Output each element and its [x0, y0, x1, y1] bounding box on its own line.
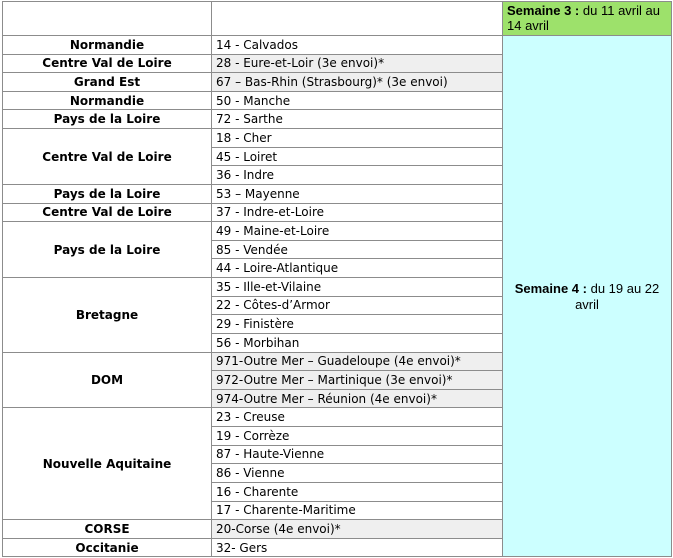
schedule-table [2, 1, 671, 557]
header-bottom-border [2, 35, 672, 36]
header-department-cell [211, 1, 502, 35]
department-row: 35 - Ille-et-Vilaine [216, 279, 322, 294]
department-row: 14 - Calvados [216, 37, 298, 52]
department-row: 23 - Creuse [216, 410, 285, 425]
week4-dates: du 19 au 22 avril [575, 280, 660, 312]
department-row: 972-Outre Mer – Martinique (3e envoi)* [212, 371, 502, 389]
region-cell: Pays de la Loire [53, 112, 161, 127]
department-row: 53 – Mayenne [216, 186, 300, 201]
department-row: 16 - Charente [216, 484, 299, 499]
region-cell: Nouvelle Aquitaine [42, 456, 172, 471]
column-border-3 [671, 1, 672, 557]
department-row: 56 - Morbihan [216, 335, 300, 350]
department-row: 50 - Manche [216, 93, 291, 108]
region-cell: CORSE [84, 521, 130, 536]
region-cell: Pays de la Loire [53, 186, 161, 201]
department-row: 49 - Maine-et-Loire [216, 223, 330, 238]
week4-cell [503, 36, 671, 557]
department-row: 22 - Côtes-d’Armor [216, 298, 330, 313]
department-row: 86 - Vienne [216, 466, 285, 481]
week3-cell [503, 2, 671, 35]
department-row: 85 - Vendée [216, 242, 288, 257]
department-row: 20-Corse (4e envoi)* [212, 520, 502, 538]
week4-title: Semaine 4 : [514, 280, 587, 296]
region-cell: Centre Val de Loire [42, 56, 172, 71]
region-cell: Pays de la Loire [53, 242, 161, 257]
table-bottom-border [2, 556, 672, 557]
department-row: 32- Gers [216, 540, 268, 555]
department-row: 45 - Loiret [216, 149, 278, 164]
week4-text [511, 281, 663, 313]
region-cell: Centre Val de Loire [42, 149, 172, 164]
department-row: 37 - Indre-et-Loire [216, 205, 324, 220]
department-row: 17 - Charente-Maritime [216, 503, 356, 518]
region-cell: Centre Val de Loire [42, 205, 172, 220]
department-row: 87 - Haute-Vienne [216, 447, 325, 462]
region-cell: Bretagne [75, 307, 139, 322]
department-row: 44 - Loire-Atlantique [216, 261, 339, 276]
column-border-1 [211, 1, 212, 557]
table-top-border [2, 1, 672, 2]
department-row: 36 - Indre [216, 168, 275, 183]
department-row: 72 - Sarthe [216, 112, 283, 127]
region-cell: Normandie [69, 37, 145, 52]
header-region-cell [2, 1, 211, 35]
region-cell: DOM [90, 372, 124, 387]
department-row: 28 - Eure-et-Loir (3e envoi)* [212, 55, 502, 73]
department-row: 974-Outre Mer – Réunion (4e envoi)* [212, 390, 502, 408]
department-row: 67 – Bas-Rhin (Strasbourg)* (3e envoi) [212, 73, 502, 91]
week3-dates: du 11 avril au 14 avril [507, 3, 660, 33]
region-cell: Grand Est [73, 75, 141, 90]
department-row: 971-Outre Mer – Guadeloupe (4e envoi)* [212, 353, 502, 371]
region-cell: Occitanie [75, 540, 139, 555]
department-row: 18 - Cher [216, 130, 272, 145]
region-cell: Normandie [69, 93, 145, 108]
column-border-2 [502, 1, 503, 557]
department-row: 19 - Corrèze [216, 428, 290, 443]
week3-title: Semaine 3 : [507, 3, 580, 18]
column-border-0 [2, 1, 3, 557]
department-row: 29 - Finistère [216, 317, 294, 332]
